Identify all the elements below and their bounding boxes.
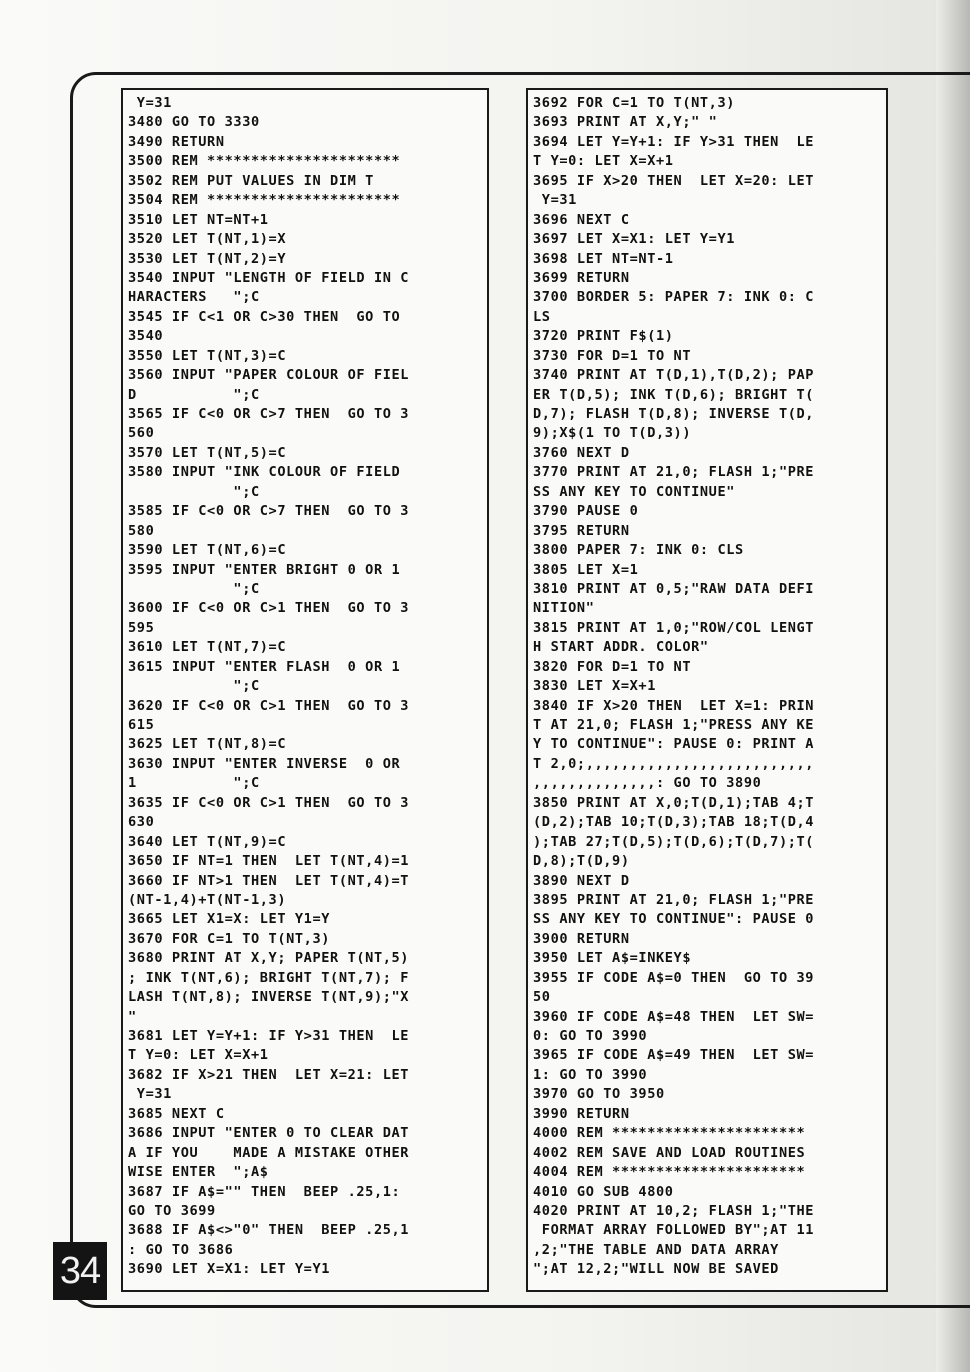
- code-line: 3800 PAPER 7: INK 0: CLS: [533, 542, 744, 559]
- code-line: 3502 REM PUT VALUES IN DIM T: [128, 172, 374, 189]
- code-line: D ";C: [128, 386, 260, 403]
- code-line: 3540: [128, 328, 164, 345]
- code-line: 3698 LET NT=NT-1: [533, 250, 674, 267]
- code-line: 3695 IF X>20 THEN LET X=20: LET: [533, 172, 815, 189]
- code-line: 3740 PRINT AT T(D,1),T(D,2); PAP: [533, 367, 815, 384]
- code-line: 580: [128, 522, 155, 539]
- code-line: 3550 LET T(NT,3)=C: [128, 347, 287, 364]
- code-line: ";C: [128, 580, 260, 597]
- code-line: 3688 IF A$<>"0" THEN BEEP .25,1: [128, 1222, 410, 1239]
- code-line: 3830 LET X=X+1: [533, 678, 656, 695]
- code-line: 3500 REM **********************: [128, 153, 401, 170]
- code-line: );TAB 27;T(D,5);T(D,6);T(D,7);T(: [533, 833, 815, 850]
- code-line: 3580 INPUT "INK COLOUR OF FIELD: [128, 464, 401, 481]
- code-line: 3650 IF NT=1 THEN LET T(NT,4)=1: [128, 853, 410, 870]
- code-line: D,8);T(D,9): [533, 853, 630, 870]
- code-line: 3990 RETURN: [533, 1105, 630, 1122]
- code-listing-right: [528, 90, 886, 1280]
- code-line: : GO TO 3686: [128, 1241, 234, 1258]
- code-line: 595: [128, 619, 155, 636]
- code-line: 3590 LET T(NT,6)=C: [128, 542, 287, 559]
- code-line: 3585 IF C<0 OR C>7 THEN GO TO 3: [128, 503, 410, 520]
- code-line: 4020 PRINT AT 10,2; FLASH 1;"THE: [533, 1202, 815, 1219]
- code-line: 3510 LET NT=NT+1: [128, 211, 269, 228]
- code-line: NITION": [533, 600, 595, 617]
- code-line: 1 ";C: [128, 775, 260, 792]
- code-line: ";C: [128, 678, 260, 695]
- code-line: ER T(D,5); INK T(D,6); BRIGHT T(: [533, 386, 815, 403]
- code-line: ,2;"THE TABLE AND DATA ARRAY: [533, 1241, 779, 1258]
- code-line: Y=31: [128, 95, 172, 111]
- code-line: 3720 PRINT F$(1): [533, 328, 674, 345]
- code-line: 4000 REM **********************: [533, 1125, 806, 1142]
- page-number: 34: [53, 1242, 107, 1300]
- code-line: HARACTERS ";C: [128, 289, 260, 306]
- code-line: 3665 LET X1=X: LET Y1=Y: [128, 911, 331, 928]
- code-line: 3520 LET T(NT,1)=X: [128, 231, 287, 248]
- code-line: 3770 PRINT AT 21,0; FLASH 1;"PRE: [533, 464, 815, 481]
- code-line: 3810 PRINT AT 0,5;"RAW DATA DEFI: [533, 580, 815, 597]
- code-line: 3686 INPUT "ENTER 0 TO CLEAR DAT: [128, 1125, 410, 1142]
- code-line: 3480 GO TO 3330: [128, 114, 260, 131]
- code-line: 3690 LET X=X1: LET Y=Y1: [128, 1261, 331, 1278]
- code-line: 3670 FOR C=1 TO T(NT,3): [128, 930, 331, 947]
- code-line: 3610 LET T(NT,7)=C: [128, 639, 287, 656]
- code-line: 3545 IF C<1 OR C>30 THEN GO TO: [128, 308, 401, 325]
- code-line: Y=31: [533, 192, 577, 209]
- code-line: 3681 LET Y=Y+1: IF Y>31 THEN LE: [128, 1028, 410, 1044]
- code-line: (D,2);TAB 10;T(D,3);TAB 18;T(D,4: [533, 814, 815, 831]
- code-line: ; INK T(NT,6); BRIGHT T(NT,7); F: [128, 969, 410, 986]
- code-line: 3790 PAUSE 0: [533, 503, 639, 520]
- code-line: 50: [533, 989, 551, 1006]
- code-line: 3696 NEXT C: [533, 211, 630, 228]
- code-line: 3660 IF NT>1 THEN LET T(NT,4)=T: [128, 872, 410, 889]
- code-line: 3970 GO TO 3950: [533, 1086, 665, 1103]
- code-line: WISE ENTER ";A$: [128, 1164, 269, 1181]
- code-line: 3697 LET X=X1: LET Y=Y1: [533, 231, 736, 248]
- code-line: T AT 21,0; FLASH 1;"PRESS ANY KE: [533, 717, 815, 733]
- code-line: 3685 NEXT C: [128, 1105, 225, 1122]
- code-line: 3570 LET T(NT,5)=C: [128, 444, 287, 461]
- code-line: 3795 RETURN: [533, 522, 630, 539]
- code-line: 3620 IF C<0 OR C>1 THEN GO TO 3: [128, 697, 410, 714]
- code-line: 3960 IF CODE A$=48 THEN LET SW=: [533, 1008, 815, 1025]
- code-line: Y TO CONTINUE": PAUSE 0: PRINT A: [533, 736, 815, 753]
- code-line: ,,,,,,,,,,,,,,: GO TO 3890: [533, 775, 762, 792]
- code-line: 3965 IF CODE A$=49 THEN LET SW=: [533, 1047, 815, 1064]
- code-line: 4004 REM **********************: [533, 1164, 806, 1181]
- code-line: T Y=0: LET X=X+1: [128, 1047, 269, 1064]
- code-line: 9);X$(1 TO T(D,3)): [533, 425, 692, 442]
- code-line: ": [128, 1008, 137, 1025]
- code-line: 3850 PRINT AT X,0;T(D,1);TAB 4;T: [533, 794, 815, 811]
- code-line: 4002 REM SAVE AND LOAD ROUTINES: [533, 1144, 806, 1161]
- code-line: T Y=0: LET X=X+1: [533, 153, 674, 170]
- code-line: 615: [128, 717, 155, 733]
- code-line: GO TO 3699: [128, 1202, 216, 1219]
- code-line: (NT-1,4)+T(NT-1,3): [128, 891, 287, 908]
- code-line: 560: [128, 425, 155, 442]
- code-line: 3730 FOR D=1 TO NT: [533, 347, 692, 364]
- code-line: 3693 PRINT AT X,Y;" ": [533, 114, 718, 131]
- code-line: 3955 IF CODE A$=0 THEN GO TO 39: [533, 969, 815, 986]
- code-line: 3595 INPUT "ENTER BRIGHT 0 OR 1: [128, 561, 401, 578]
- code-line: ";C: [128, 483, 260, 500]
- code-line: LASH T(NT,8); INVERSE T(NT,9);"X: [128, 989, 410, 1006]
- code-line: 3687 IF A$="" THEN BEEP .25,1:: [128, 1183, 401, 1200]
- code-line: D,7); FLASH T(D,8); INVERSE T(D,: [533, 406, 815, 422]
- code-line: ";AT 12,2;"WILL NOW BE SAVED: [533, 1261, 779, 1278]
- code-line: 3950 LET A$=INKEY$: [533, 950, 692, 967]
- code-line: H START ADDR. COLOR": [533, 639, 709, 656]
- code-line: 3820 FOR D=1 TO NT: [533, 658, 692, 675]
- code-line: 3625 LET T(NT,8)=C: [128, 736, 287, 753]
- code-line: 3699 RETURN: [533, 269, 630, 286]
- code-line: 3530 LET T(NT,2)=Y: [128, 250, 287, 267]
- listing-column-right: [526, 88, 888, 1292]
- code-line: 3635 IF C<0 OR C>1 THEN GO TO 3: [128, 794, 410, 811]
- code-line: 3815 PRINT AT 1,0;"ROW/COL LENGT: [533, 619, 815, 636]
- code-line: 3490 RETURN: [128, 133, 225, 150]
- code-line: 0: GO TO 3990: [533, 1028, 648, 1044]
- code-line: 3680 PRINT AT X,Y; PAPER T(NT,5): [128, 950, 410, 967]
- code-line: 3700 BORDER 5: PAPER 7: INK 0: C: [533, 289, 815, 306]
- code-line: 3895 PRINT AT 21,0; FLASH 1;"PRE: [533, 891, 815, 908]
- code-line: 630: [128, 814, 155, 831]
- code-line: 3540 INPUT "LENGTH OF FIELD IN C: [128, 269, 410, 286]
- code-line: SS ANY KEY TO CONTINUE": [533, 483, 736, 500]
- code-line: Y=31: [128, 1086, 172, 1103]
- code-line: 3805 LET X=1: [533, 561, 639, 578]
- code-line: 3900 RETURN: [533, 930, 630, 947]
- code-line: SS ANY KEY TO CONTINUE": PAUSE 0: [533, 911, 815, 928]
- code-line: 3615 INPUT "ENTER FLASH 0 OR 1: [128, 658, 401, 675]
- code-line: 3694 LET Y=Y+1: IF Y>31 THEN LE: [533, 133, 815, 150]
- code-line: 3504 REM **********************: [128, 192, 401, 209]
- code-line: 3565 IF C<0 OR C>7 THEN GO TO 3: [128, 406, 410, 422]
- code-line: 3560 INPUT "PAPER COLOUR OF FIEL: [128, 367, 410, 384]
- code-line: LS: [533, 308, 551, 325]
- code-line: 4010 GO SUB 4800: [533, 1183, 674, 1200]
- code-listing-left: [123, 90, 487, 1280]
- code-line: 3890 NEXT D: [533, 872, 630, 889]
- code-line: 3840 IF X>20 THEN LET X=1: PRIN: [533, 697, 815, 714]
- code-line: 1: GO TO 3990: [533, 1066, 648, 1083]
- code-line: 3640 LET T(NT,9)=C: [128, 833, 287, 850]
- code-line: 3760 NEXT D: [533, 444, 630, 461]
- code-line: FORMAT ARRAY FOLLOWED BY";AT 11: [533, 1222, 815, 1239]
- code-line: 3600 IF C<0 OR C>1 THEN GO TO 3: [128, 600, 410, 617]
- code-line: 3692 FOR C=1 TO T(NT,3): [533, 95, 736, 111]
- listing-column-left: [121, 88, 489, 1292]
- code-line: T 2,0;,,,,,,,,,,,,,,,,,,,,,,,,,,: [533, 755, 815, 772]
- code-line: A IF YOU MADE A MISTAKE OTHER: [128, 1144, 410, 1161]
- code-line: 3682 IF X>21 THEN LET X=21: LET: [128, 1066, 410, 1083]
- code-line: 3630 INPUT "ENTER INVERSE 0 OR: [128, 755, 401, 772]
